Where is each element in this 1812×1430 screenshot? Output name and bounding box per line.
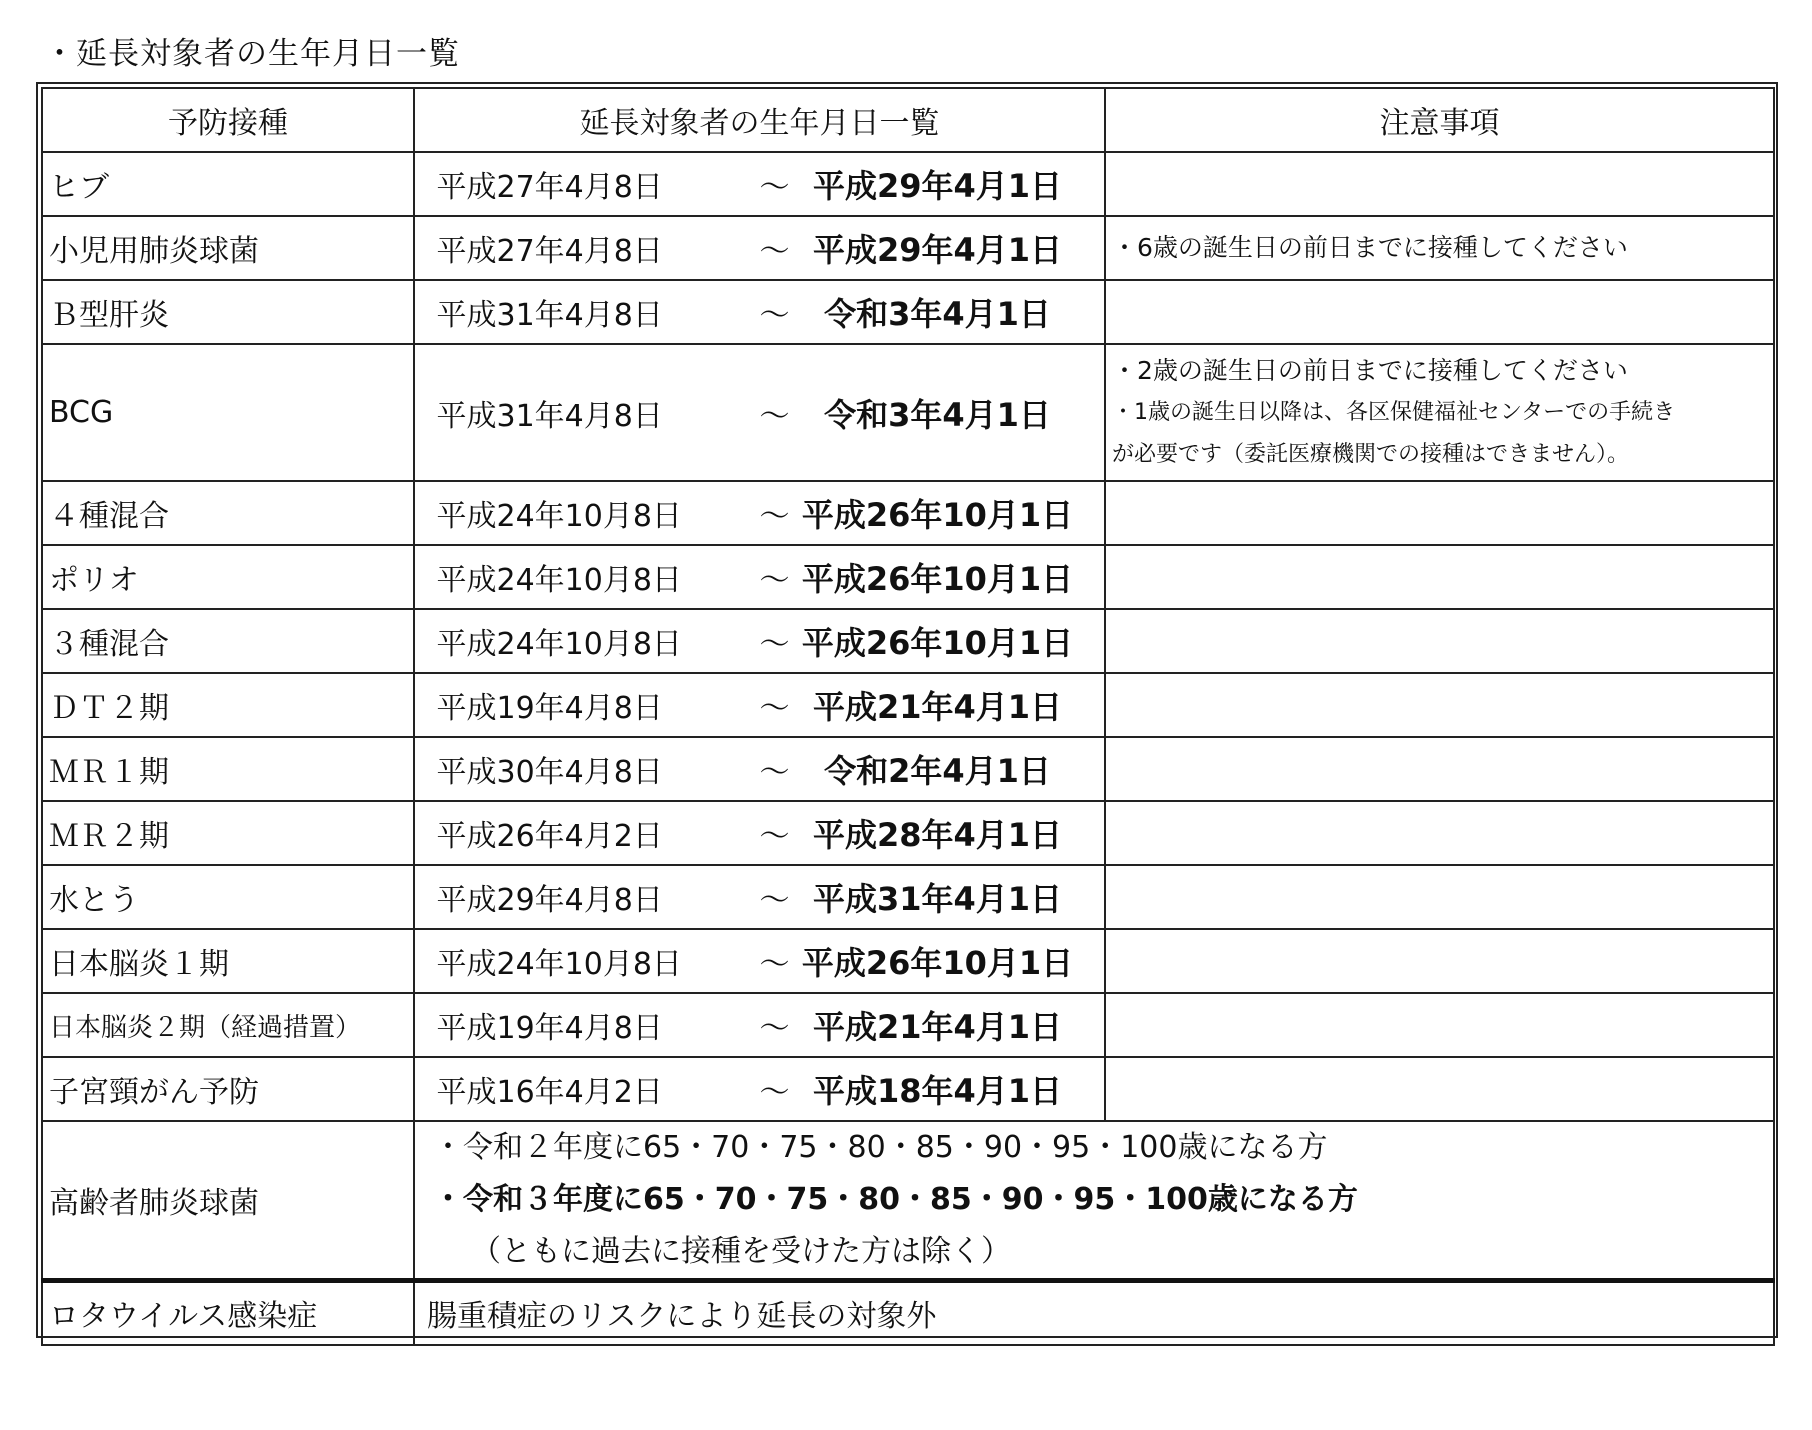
range-tilde: ～ xyxy=(759,947,790,982)
date-from: 平成24年10月8日 xyxy=(436,499,682,534)
date-to: 平成29年4月1日 xyxy=(812,231,1063,269)
range-tilde: ～ xyxy=(759,298,790,333)
note-cell xyxy=(1105,929,1774,993)
date-from: 平成16年4月2日 xyxy=(436,1075,663,1110)
date-range xyxy=(414,545,1105,609)
date-from: 平成19年4月8日 xyxy=(436,1011,663,1046)
date-from: 平成31年4月8日 xyxy=(436,398,663,434)
note-cell: ・6歳の誕生日の前日までに接種してください xyxy=(1105,216,1774,280)
vaccine-name: 高齢者肺炎球菌 xyxy=(42,1121,414,1281)
date-from: 平成24年10月8日 xyxy=(436,563,682,598)
note-cell xyxy=(1105,801,1774,865)
date-to: 平成28年4月1日 xyxy=(812,816,1063,854)
range-tilde: ～ xyxy=(759,499,790,534)
note-cell xyxy=(1105,481,1774,545)
date-from: 平成31年4月8日 xyxy=(436,298,663,333)
date-range xyxy=(414,929,1105,993)
date-range xyxy=(414,152,1105,216)
table-row-elderly xyxy=(42,1121,1774,1281)
date-range xyxy=(414,1057,1105,1121)
date-from: 平成19年4月8日 xyxy=(436,691,663,726)
date-range xyxy=(414,993,1105,1057)
date-range xyxy=(414,609,1105,673)
date-to: 令和3年4月1日 xyxy=(824,295,1051,333)
note-cell xyxy=(1105,545,1774,609)
vaccine-name: 日本脳炎２期（経過措置） xyxy=(42,993,414,1057)
note-cell xyxy=(1105,993,1774,1057)
date-to: 平成31年4月1日 xyxy=(812,880,1063,918)
date-range xyxy=(414,344,1105,481)
note-cell xyxy=(1105,609,1774,673)
date-range xyxy=(414,673,1105,737)
table-row xyxy=(42,929,1774,993)
range-tilde: ～ xyxy=(759,234,790,269)
page-title: ・延長対象者の生年月日一覧 xyxy=(44,36,460,72)
date-to: 平成18年4月1日 xyxy=(812,1072,1063,1110)
date-range xyxy=(414,737,1105,801)
date-to: 平成26年10月1日 xyxy=(801,496,1074,534)
vaccine-name: 子宮頸がん予防 xyxy=(42,1057,414,1121)
date-from: 平成24年10月8日 xyxy=(436,627,682,662)
vaccine-name: ３種混合 xyxy=(42,609,414,673)
note-line: が必要です（委託医療機関での接種はできません）。 xyxy=(1112,441,1630,467)
date-to: 平成21年4月1日 xyxy=(812,1008,1063,1046)
table-header-row xyxy=(42,88,1774,152)
date-range xyxy=(414,481,1105,545)
table-row xyxy=(42,545,1774,609)
vaccine-name: ＤＴ２期 xyxy=(42,673,414,737)
vaccine-name: BCG xyxy=(42,344,414,481)
rotavirus-text: 腸重積症のリスクにより延長の対象外 xyxy=(414,1281,1774,1345)
table-row xyxy=(42,801,1774,865)
elderly-line-bold: ・令和３年度に65・70・75・80・85・90・95・100歳になる方 xyxy=(433,1182,1358,1217)
header-birthdates: 延長対象者の生年月日一覧 xyxy=(414,88,1105,152)
vaccine-table-frame xyxy=(36,82,1778,1338)
table-row xyxy=(42,1057,1774,1121)
vaccine-name: ポリオ xyxy=(42,545,414,609)
range-tilde: ～ xyxy=(759,1075,790,1110)
header-notes: 注意事項 xyxy=(1105,88,1774,152)
vaccine-name: ４種混合 xyxy=(42,481,414,545)
date-to: 令和3年4月1日 xyxy=(824,395,1051,434)
range-tilde: ～ xyxy=(759,819,790,854)
date-to: 令和2年4月1日 xyxy=(824,752,1051,790)
date-to: 平成26年10月1日 xyxy=(801,944,1074,982)
range-tilde: ～ xyxy=(759,755,790,790)
vaccine-name: Ｂ型肝炎 xyxy=(42,280,414,344)
vaccine-name: ロタウイルス感染症 xyxy=(42,1281,414,1345)
vaccine-name: 小児用肺炎球菌 xyxy=(42,216,414,280)
date-to: 平成26年10月1日 xyxy=(801,624,1074,662)
vaccine-table xyxy=(41,87,1775,1346)
range-tilde: ～ xyxy=(759,883,790,918)
table-row xyxy=(42,280,1774,344)
range-tilde: ～ xyxy=(759,170,790,205)
table-row xyxy=(42,993,1774,1057)
date-from: 平成30年4月8日 xyxy=(436,755,663,790)
range-tilde: ～ xyxy=(759,627,790,662)
elderly-eligibility xyxy=(414,1121,1774,1281)
note-line: ・2歳の誕生日の前日までに接種してください xyxy=(1112,355,1628,385)
date-from: 平成29年4月8日 xyxy=(436,883,663,918)
table-row xyxy=(42,737,1774,801)
date-from: 平成27年4月8日 xyxy=(436,170,663,205)
note-cell xyxy=(1105,1057,1774,1121)
note-cell xyxy=(1105,673,1774,737)
range-tilde: ～ xyxy=(759,1011,790,1046)
table-row xyxy=(42,673,1774,737)
note-cell xyxy=(1105,280,1774,344)
table-row xyxy=(42,344,1774,481)
vaccine-name: 水とう xyxy=(42,865,414,929)
note-line: ・1歳の誕生日以降は、各区保健福祉センターでの手続き xyxy=(1112,399,1676,425)
date-range xyxy=(414,280,1105,344)
date-from: 平成26年4月2日 xyxy=(436,819,663,854)
vaccine-name: ＭＲ２期 xyxy=(42,801,414,865)
table-row xyxy=(42,216,1774,280)
note-cell xyxy=(1105,865,1774,929)
date-range xyxy=(414,865,1105,929)
elderly-line-note: （ともに過去に接種を受けた方は除く） xyxy=(471,1234,1011,1269)
range-tilde: ～ xyxy=(759,563,790,598)
note-cell xyxy=(1105,344,1774,481)
date-range xyxy=(414,801,1105,865)
date-from: 平成27年4月8日 xyxy=(436,234,663,269)
vaccine-name: ヒブ xyxy=(42,152,414,216)
header-vaccine: 予防接種 xyxy=(42,88,414,152)
note-cell xyxy=(1105,737,1774,801)
range-tilde: ～ xyxy=(759,691,790,726)
table-row xyxy=(42,152,1774,216)
elderly-line: ・令和２年度に65・70・75・80・85・90・95・100歳になる方 xyxy=(433,1130,1328,1165)
date-to: 平成26年10月1日 xyxy=(801,560,1074,598)
note-cell xyxy=(1105,152,1774,216)
table-row xyxy=(42,609,1774,673)
date-from: 平成24年10月8日 xyxy=(436,947,682,982)
vaccine-name: 日本脳炎１期 xyxy=(42,929,414,993)
table-row-rotavirus xyxy=(42,1281,1774,1345)
table-row xyxy=(42,865,1774,929)
range-tilde: ～ xyxy=(759,398,790,434)
table-row xyxy=(42,481,1774,545)
vaccine-name: ＭＲ１期 xyxy=(42,737,414,801)
date-range xyxy=(414,216,1105,280)
date-to: 平成29年4月1日 xyxy=(812,167,1063,205)
date-to: 平成21年4月1日 xyxy=(812,688,1063,726)
